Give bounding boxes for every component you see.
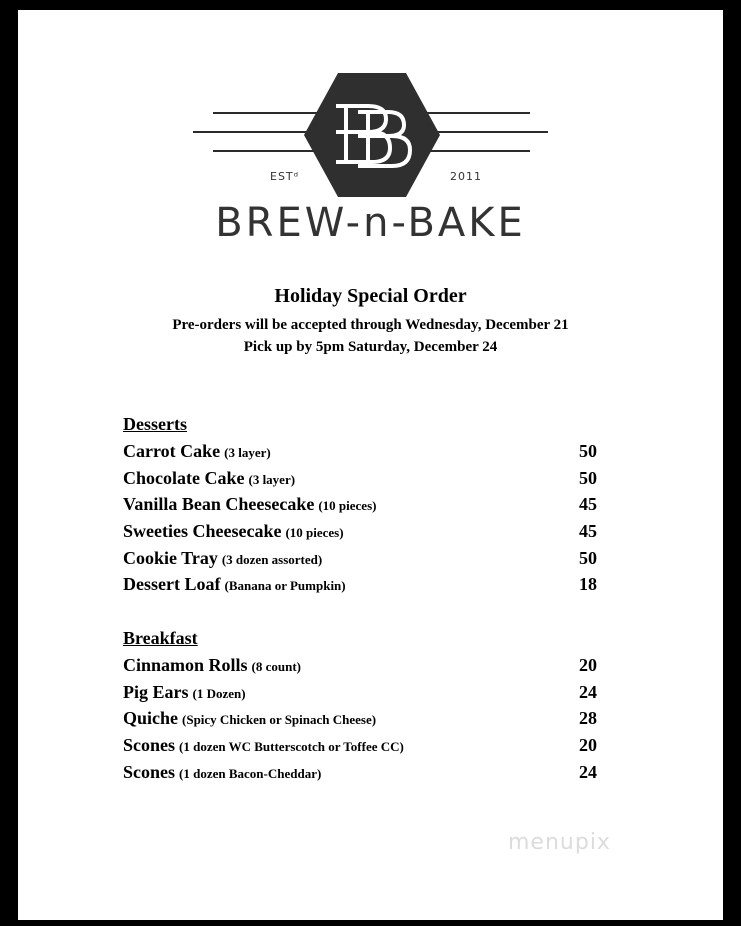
item-detail: (10 pieces) <box>318 498 377 514</box>
item-name: Scones <box>123 735 176 756</box>
watermark: menupix <box>508 830 611 855</box>
brand-name: BREW-n-BAKE <box>215 200 526 246</box>
desserts-section <box>123 411 603 598</box>
item-detail: (3 layer) <box>224 445 271 460</box>
item-name: Scones <box>123 761 176 782</box>
item-price: 50 <box>579 441 597 461</box>
logo-monogram-icon <box>328 98 418 170</box>
logo-line-left-2 <box>193 131 318 133</box>
item-name: Vanilla Bean Cheesecake <box>123 494 315 515</box>
item-detail: (1 dozen WC Butterscotch or Toffee CC) <box>179 739 404 755</box>
item-detail: (8 count) <box>251 659 302 674</box>
item-price: 20 <box>579 735 597 756</box>
logo-established-label: ESTᵈ <box>270 170 300 183</box>
item-price: 45 <box>579 521 597 542</box>
item-price: 50 <box>579 467 597 488</box>
item-detail: (10 pieces) <box>285 525 344 541</box>
menu-item <box>123 465 603 492</box>
logo-line-left-3 <box>213 150 318 152</box>
item-price: 28 <box>579 708 597 729</box>
menu-item <box>123 732 603 759</box>
menu-item <box>123 438 603 465</box>
item-detail: (Banana or Pumpkin) <box>224 578 346 594</box>
menu-item <box>123 652 603 679</box>
menu-item <box>123 491 603 518</box>
menu-page <box>18 10 723 920</box>
item-detail: (3 dozen assorted) <box>221 551 323 567</box>
order-heading <box>18 285 723 358</box>
item-price: 18 <box>579 574 597 595</box>
item-name: Carrot Cake <box>123 441 221 461</box>
item-detail: (1 dozen Bacon-Cheddar) <box>179 765 322 781</box>
item-detail: (Spicy Chicken or Spinach Cheese) <box>182 712 377 728</box>
section-title-breakfast: Breakfast <box>123 628 198 648</box>
logo-line-left-1 <box>213 112 328 114</box>
preorder-deadline: Pre-orders will be accepted through Wednesday, December 21 <box>172 317 569 333</box>
logo-line-right-2 <box>430 131 548 133</box>
menu-item <box>123 679 603 706</box>
menu-item <box>123 518 603 545</box>
item-name: Sweeties Cheesecake <box>123 521 282 542</box>
item-detail: (3 layer) <box>248 471 296 487</box>
logo-line-right-1 <box>420 112 530 114</box>
breakfast-section <box>123 625 603 785</box>
item-detail: (1 Dozen) <box>192 685 246 701</box>
logo-established-year: 2011 <box>450 170 482 183</box>
item-price: 50 <box>579 547 597 568</box>
item-name: Pig Ears <box>123 681 189 702</box>
item-price: 20 <box>579 655 597 675</box>
item-price: 24 <box>579 761 597 782</box>
brand-logo <box>18 10 723 270</box>
menu-item <box>123 545 603 572</box>
section-title-desserts: Desserts <box>123 414 187 434</box>
menu-item <box>123 759 603 786</box>
item-name: Cinnamon Rolls <box>123 655 248 675</box>
menu-item <box>123 571 603 598</box>
logo-line-right-3 <box>430 150 530 152</box>
item-name: Quiche <box>123 708 179 729</box>
pickup-deadline: Pick up by 5pm Saturday, December 24 <box>243 339 498 355</box>
item-price: 24 <box>579 681 597 702</box>
order-title: Holiday Special Order <box>274 285 467 307</box>
item-name: Cookie Tray <box>123 547 218 568</box>
item-name: Chocolate Cake <box>123 467 245 488</box>
menu-item <box>123 705 603 732</box>
item-name: Dessert Loaf <box>123 574 221 595</box>
item-price: 45 <box>579 494 597 515</box>
